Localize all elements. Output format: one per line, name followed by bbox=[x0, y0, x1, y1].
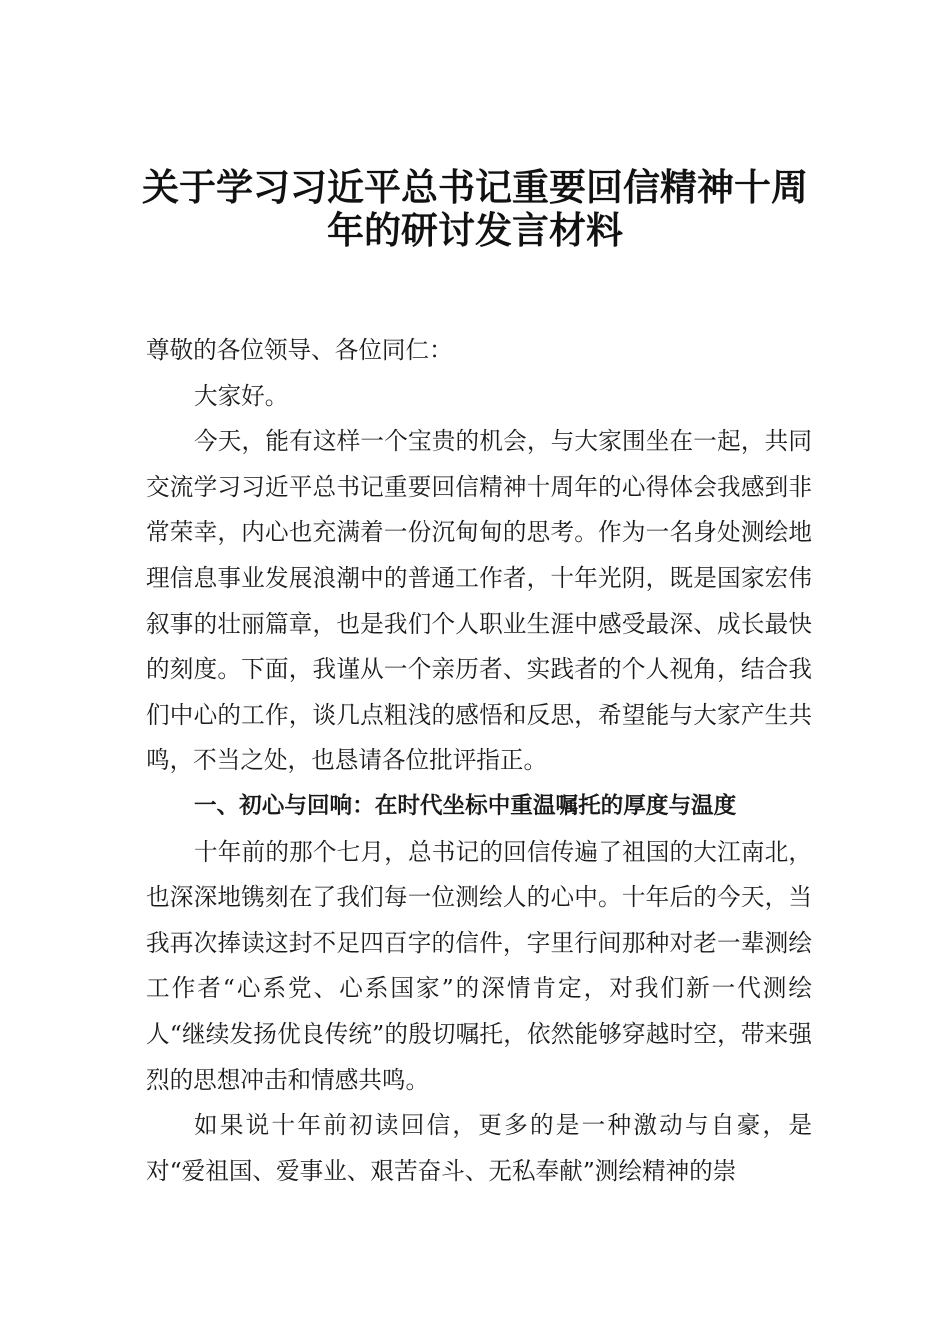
section-heading-1: 一、初心与回响：在时代坐标中重温嘱托的厚度与温度 bbox=[194, 792, 737, 819]
document-body bbox=[146, 328, 812, 1194]
paragraph-intro: 今天，能有这样一个宝贵的机会，与大家围坐在一起，共同交流学习习近平总书记重要回信精神十周年的心得体会我感到非常荣幸，内心也充满着一份沉甸甸的思考。作为一名身处测绘地理信息事业发展浪潮中的普通工作者，十年光阴，既是国家宏伟叙事的壮丽篇章，也是我们个人职业生涯中感受最深、成长最快的刻度。下面，我谨从一个亲历者、实践者的个人视角，结合我们中心的工作，谈几点粗浅的感悟和反思，希望能与大家产生共鸣，不当之处，也恳请各位批评指正。 bbox=[146, 427, 812, 775]
paragraph-section1-2: 如果说十年前初读回信，更多的是一种激动与自豪，是对“爱祖国、爱事业、艰苦奋斗、无私奉献”测绘精神的崇 bbox=[146, 1111, 812, 1185]
salutation: 尊敬的各位领导、各位同仁： bbox=[146, 336, 453, 364]
document-title-line-2: 年的研讨发言材料 bbox=[327, 208, 623, 252]
greeting: 大家好。 bbox=[194, 381, 289, 410]
document-title-line-1: 关于学习习近平总书记重要回信精神十周 bbox=[142, 165, 808, 209]
paragraph-section1-1: 十年前的那个七月，总书记的回信传遍了祖国的大江南北，也深深地镌刻在了我们每一位测绘人的心中。十年后的今天，当我再次捧读这封不足四百字的信件，字里行间那种对老一辈测绘工作者“心系党、心系国家”的深情肯定，对我们新一代测绘人“继续发扬优良传统”的殷切嘱托，依然能够穿越时空，带来强烈的思想冲击和情感共鸣。 bbox=[146, 837, 812, 1094]
